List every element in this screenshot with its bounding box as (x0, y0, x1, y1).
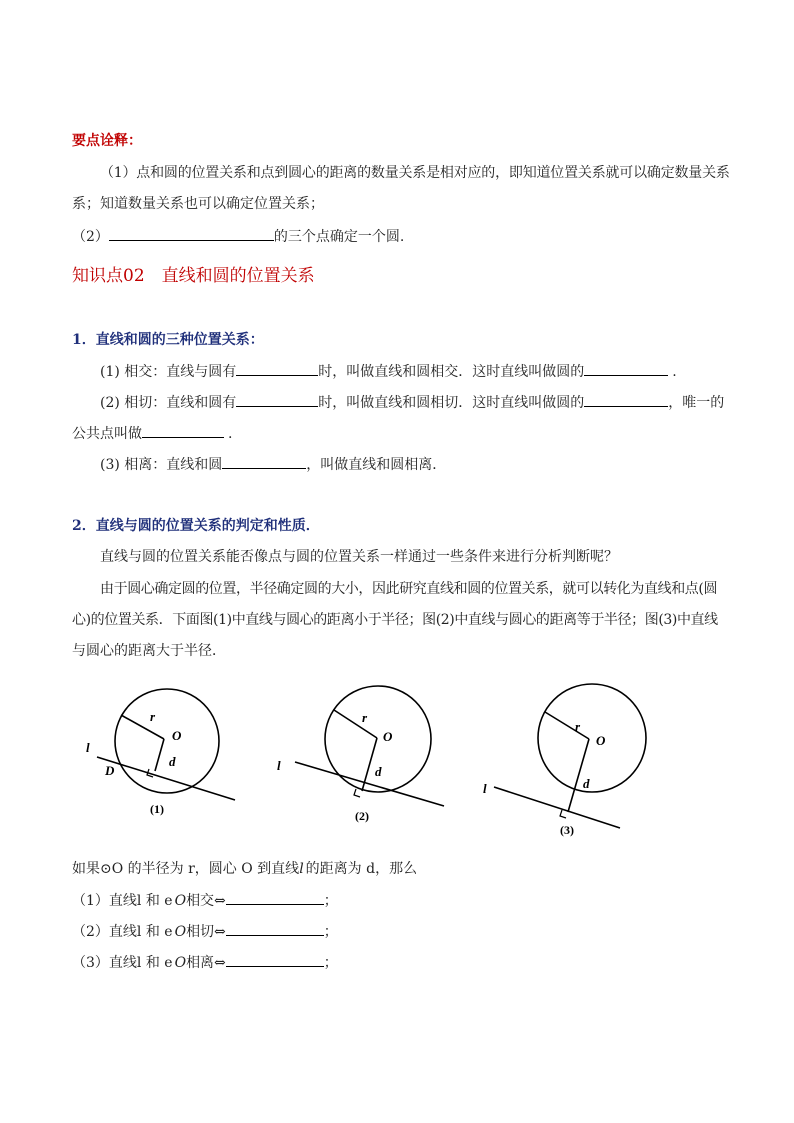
part2-heading: 2．直线与圆的位置关系的判定和性质． (72, 518, 320, 534)
fig2-label-O: O (383, 729, 393, 744)
c2-end: ； (323, 924, 338, 940)
blank-tangent-line[interactable] (584, 392, 668, 407)
fig3-circle (538, 684, 646, 792)
part2-p2-line3: 与圆心的距离大于半径． (72, 643, 226, 659)
part1-line4 (100, 454, 446, 475)
part1-line3 (72, 423, 232, 444)
conclusion-item1 (72, 890, 338, 911)
c3-end: ； (323, 955, 338, 971)
blank-intersect-points[interactable] (236, 361, 318, 376)
conclusion-intro-l: l (299, 861, 304, 877)
fig1-caption: (1) (150, 802, 164, 816)
c3-o: O (174, 955, 187, 971)
part1-l2-c: ，唯一的 (668, 395, 725, 411)
part1-l3-b: . (228, 426, 233, 442)
notes-item2-suffix: 的三个点确定一个圆. (273, 229, 405, 245)
c3-a: （3）直线l 和 e (72, 955, 173, 971)
fig1-circle (115, 689, 219, 793)
blank-tangent-points[interactable] (236, 392, 318, 407)
blank-tangent-point[interactable] (142, 423, 224, 438)
c2-b: 相切⇔ (186, 924, 226, 940)
part1-l2-b: 时，叫做直线和圆相切．这时直线叫做圆的 (318, 395, 585, 411)
fig1-label-d: d (169, 754, 176, 769)
notes-item1-line2: 系；知道数量关系也可以确定位置关系； (72, 196, 324, 212)
fig3-label-r: r (575, 719, 581, 734)
fig3-label-d: d (583, 776, 590, 791)
conclusion-item3 (72, 952, 338, 973)
fig2-radius (334, 710, 377, 738)
fig2-label-r: r (362, 710, 368, 725)
part1-l3-a: 公共点叫做 (72, 426, 142, 442)
c1-a: （1）直线l 和 e (72, 893, 173, 909)
part1-l4-a: (3) 相离：直线和圆 (100, 457, 223, 473)
part2-p2-line1: 由于圆心确定圆的位置，半径确定圆的大小，因此研究直线和圆的位置关系，就可以转化为直线和点(圆 (100, 581, 718, 597)
conclusion-intro (72, 859, 417, 879)
part2-p2-line2: 心)的位置关系．下面图(1)中直线与圆心的距离小于半径；图(2)中直线与圆心的距离等于半径；图(3)中直线 (72, 612, 718, 628)
part1-l4-b: ，叫做直线和圆相离． (306, 457, 447, 473)
part1-line2 (100, 392, 724, 413)
fig3-label-O: O (596, 733, 606, 748)
fig1-label-D: D (105, 763, 115, 778)
fig3-right-angle (560, 810, 566, 818)
fig2-caption: (2) (355, 809, 369, 823)
fig3-label-l: l (483, 781, 487, 796)
conclusion-intro-a: 如果⊙O 的半径为 r，圆心 O 到直线 (72, 861, 300, 877)
notes-item2 (72, 226, 404, 247)
blank-separate-condition[interactable] (226, 952, 324, 967)
c2-o: O (174, 924, 187, 940)
c1-end: ； (323, 893, 338, 909)
conclusion-item2 (72, 921, 338, 942)
part1-l1-a: (1) 相交：直线与圆有 (100, 364, 237, 380)
blank-secant[interactable] (584, 361, 668, 376)
fig1-label-O: O (172, 728, 182, 743)
conclusion-intro-b: 的距离为 d，那么 (305, 861, 418, 877)
blank-three-points[interactable] (109, 226, 274, 241)
fig2-right-angle (354, 789, 360, 797)
part1-l1-b: 时，叫做直线和圆相交．这时直线叫做圆的 (318, 364, 585, 380)
c2-a: （2）直线l 和 e (72, 924, 173, 940)
c1-o: O (174, 893, 187, 909)
fig3-radius (545, 712, 589, 739)
fig3-caption: (3) (560, 823, 574, 837)
fig2-label-l: l (277, 758, 281, 773)
section-title: 知识点02 直线和圆的位置关系 (72, 266, 315, 286)
part1-line1 (100, 361, 677, 382)
notes-heading: 要点诠释： (72, 133, 142, 149)
blank-no-common-point[interactable] (222, 454, 306, 469)
part1-l2-a: (2) 相切：直线和圆有 (100, 395, 237, 411)
fig3-line-l (494, 787, 620, 828)
fig1-distance (155, 739, 164, 771)
blank-intersect-condition[interactable] (226, 890, 324, 905)
fig1-label-r: r (150, 709, 156, 724)
notes-item2-prefix: （2） (72, 229, 109, 245)
part1-heading: 1．直线和圆的三种位置关系： (72, 332, 264, 348)
fig2-label-d: d (375, 764, 382, 779)
notes-item1-line1: （1）点和圆的位置关系和点到圆心的距离的数量关系是相对应的，即知道位置关系就可以确定数量关系 (100, 165, 730, 181)
blank-tangent-condition[interactable] (226, 921, 324, 936)
c3-b: 相离⇔ (186, 955, 226, 971)
circle-line-figures (0, 676, 794, 841)
part2-p1: 直线与圆的位置关系能否像点与圆的位置关系一样通过一些条件来进行分析判断呢？ (100, 549, 618, 565)
fig1-radius (121, 715, 164, 739)
part1-l1-c: . (672, 364, 677, 380)
c1-b: 相交⇔ (186, 893, 226, 909)
fig1-label-l: l (86, 740, 90, 755)
